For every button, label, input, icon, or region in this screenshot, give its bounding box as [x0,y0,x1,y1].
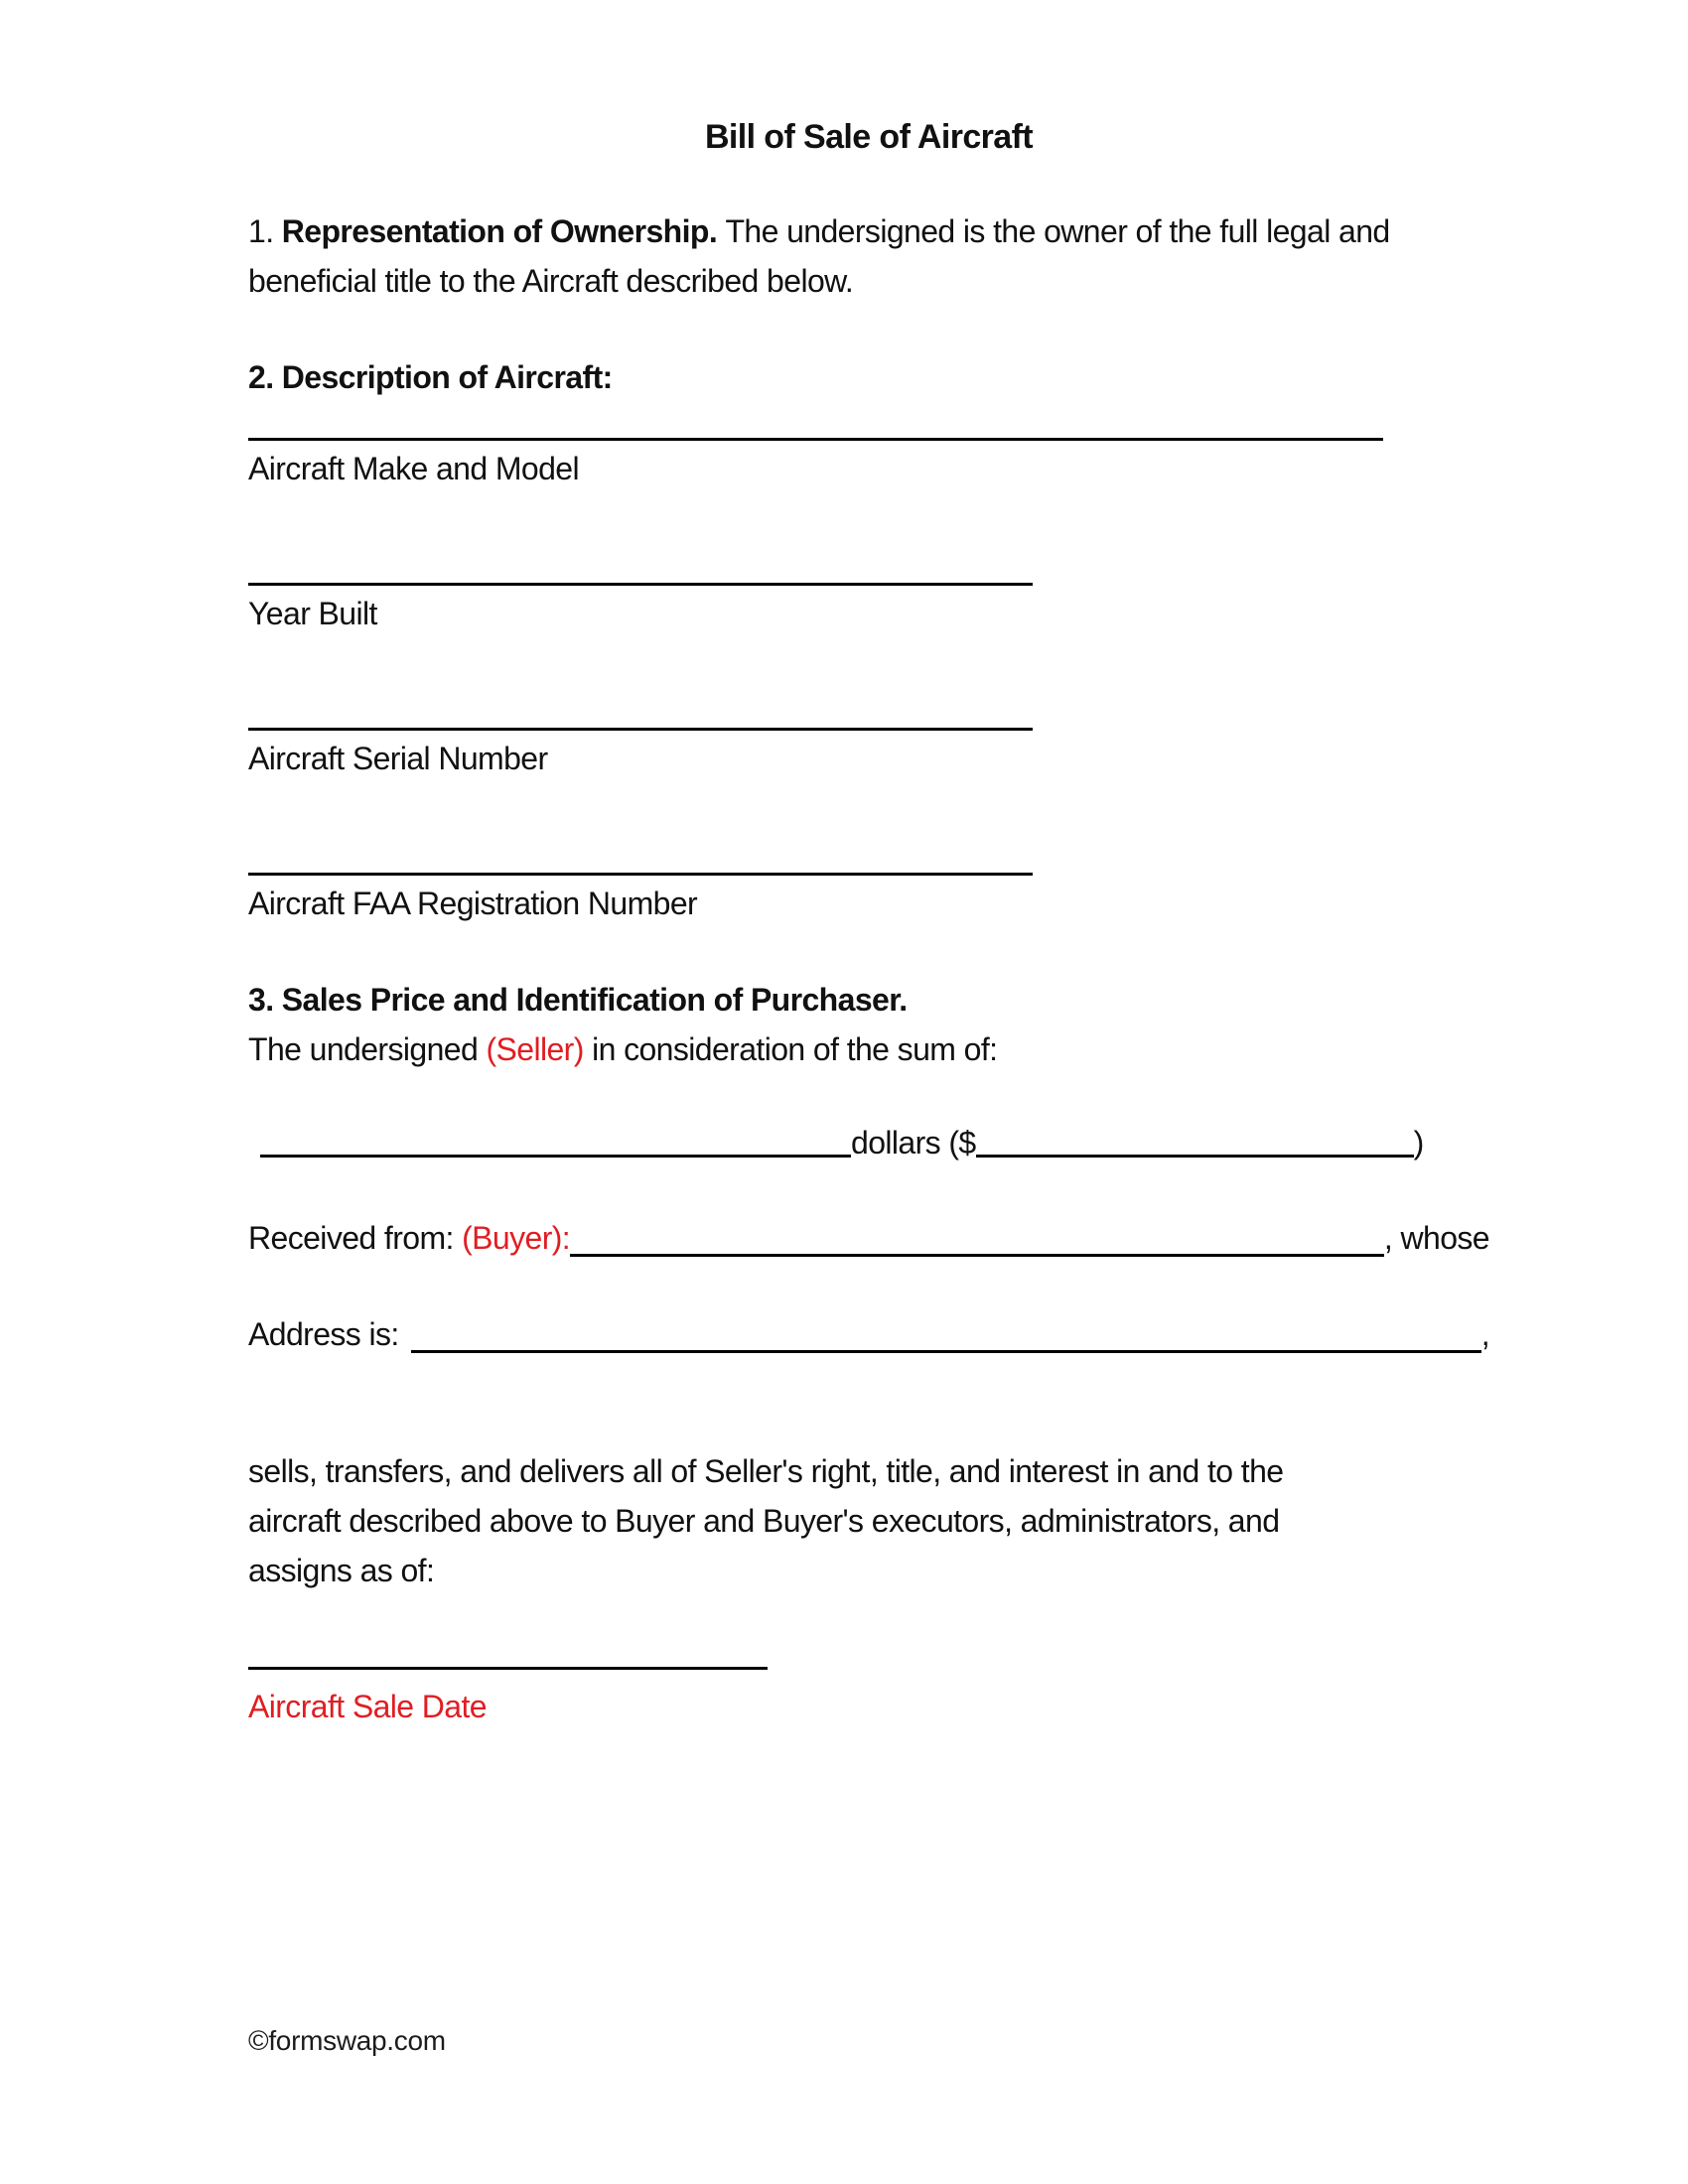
blank-line-amount-words [260,1143,851,1158]
blank-line-address [411,1350,1481,1353]
blank-line-buyer-name [570,1254,1384,1257]
transfer-paragraph [248,1446,1489,1595]
field-faa-registration [248,783,1489,928]
section3-intro [248,1024,1489,1074]
blank-line-amount-numeric [976,1143,1414,1158]
section2-heading: 2. Description of Aircraft: [248,359,613,395]
section1-text-line1: The undersigned is the owner of the full legal [725,213,1331,249]
blank-line-faa-registration [248,783,1033,876]
sale-date-label: Aircraft Sale Date [248,1689,487,1724]
blank-line-year-built [248,493,1033,586]
sale-price-row [248,1118,1489,1167]
dollars-label: dollars ($ [851,1125,976,1160]
address-suffix: , [1480,1316,1489,1352]
section3-heading: 3. Sales Price and Identification of Purchaser. [248,982,908,1018]
address-row [248,1309,1489,1359]
blank-line-sale-date [248,1595,768,1670]
transfer-line-2: aircraft described above to Buyer and Buyer's executors, administrators, and [248,1503,1280,1539]
field-label: Aircraft FAA Registration Number [248,886,698,921]
transfer-line-3: assigns as of: [248,1553,435,1588]
received-from-row [248,1213,1489,1263]
transfer-line-1: sells, transfers, and delivers all of Seller's right, title, and interest in and to the [248,1453,1284,1489]
seller-tag: (Seller) [486,1031,584,1067]
field-label: Year Built [248,596,377,631]
blank-line-aircraft-make-model [248,402,1383,441]
intro-after: in consideration of the sum of: [583,1031,998,1067]
section1-heading: Representation of Ownership. [281,213,726,249]
section1-number: 1. [248,213,282,249]
intro-before: The undersigned [248,1031,487,1067]
field-year-built [248,493,1489,638]
buyer-tag: (Buyer): [462,1220,571,1256]
section1-text-line2: and beneficial title to the Aircraft described below. [248,213,1390,299]
field-label: Aircraft Serial Number [248,741,548,776]
footer-copyright: ©formswap.com [248,2025,446,2056]
section1-paragraph [248,206,1489,306]
received-label: Received from: [248,1220,463,1256]
close-paren: ) [1413,1125,1424,1160]
blank-line-serial-number [248,638,1033,731]
address-label: Address is: [248,1316,399,1352]
document-title: Bill of Sale of Aircraft [704,118,1034,156]
field-aircraft-make-model [248,402,1489,493]
received-label-group [248,1213,570,1263]
field-label: Aircraft Make and Model [248,451,580,486]
whose-suffix: , whose [1383,1220,1489,1256]
document-content [248,0,1489,2058]
field-serial-number [248,638,1489,783]
